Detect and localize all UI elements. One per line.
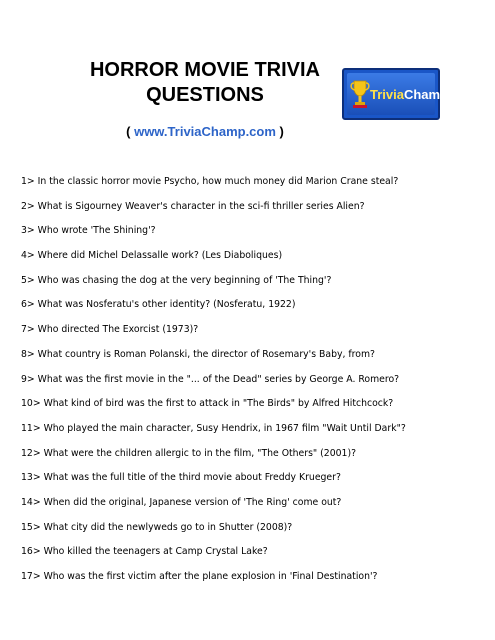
question-list [21,176,476,596]
question-item: 9> What was the first movie in the "... of the Dead" series by George A. Romero? [21,373,400,385]
website-link[interactable]: www.TriviaChamp.com [134,124,276,139]
page-title-line-1: HORROR MOVIE TRIVIA [89,59,320,81]
question-item: 4> Where did Michel Delassalle work? (Les Diaboliques) [21,250,283,262]
question-item: 12> What were the children allergic to in the film, "The Others" (2001)? [21,447,357,459]
website-line [40,124,370,139]
logo-text-trivia: Trivia [370,87,404,102]
question-item: 1> In the classic horror movie Psycho, how much money did Marion Crane steal? [21,176,399,187]
question-item: 3> Who wrote 'The Shining'? [21,225,156,237]
question-item: 2> What is Sigourney Weaver's character in the sci-fi thriller series Alien? [21,200,365,212]
question-item: 16> Who killed the teenagers at Camp Crystal Lake? [21,546,268,558]
logo-text-champ: Champ [403,87,449,102]
question-item: 10> What kind of bird was the first to attack in "The Birds" by Alfred Hitchcock? [21,398,394,410]
page-title [40,58,370,108]
question-item: 5> Who was chasing the dog at the very beginning of 'The Thing'? [21,274,332,286]
trophy-icon [349,78,371,110]
question-item: 8> What country is Roman Polanski, the director of Rosemary's Baby, from? [21,348,375,360]
website-open-paren: ( [126,124,135,139]
question-item: 11> Who played the main character, Susy Hendrix, in 1967 film "Wait Until Dark"? [21,422,406,434]
question-item: 7> Who directed The Exorcist (1973)? [21,324,199,336]
question-item: 14> When did the original, Japanese version of 'The Ring' come out? [21,496,342,508]
logo-text [370,87,448,102]
question-item: 17> Who was the first victim after the plane explosion in 'Final Destination'? [21,571,378,582]
website-close-paren: ) [275,124,284,139]
question-item: 15> What city did the newlyweds go to in Shutter (2008)? [21,521,293,533]
triviachamp-logo[interactable] [342,68,449,120]
page-title-line-2: QUESTIONS [146,84,264,106]
question-item: 13> What was the full title of the third movie about Freddy Krueger? [21,472,341,484]
question-item: 6> What was Nosferatu's other identity? (Nosferatu, 1922) [21,299,296,311]
